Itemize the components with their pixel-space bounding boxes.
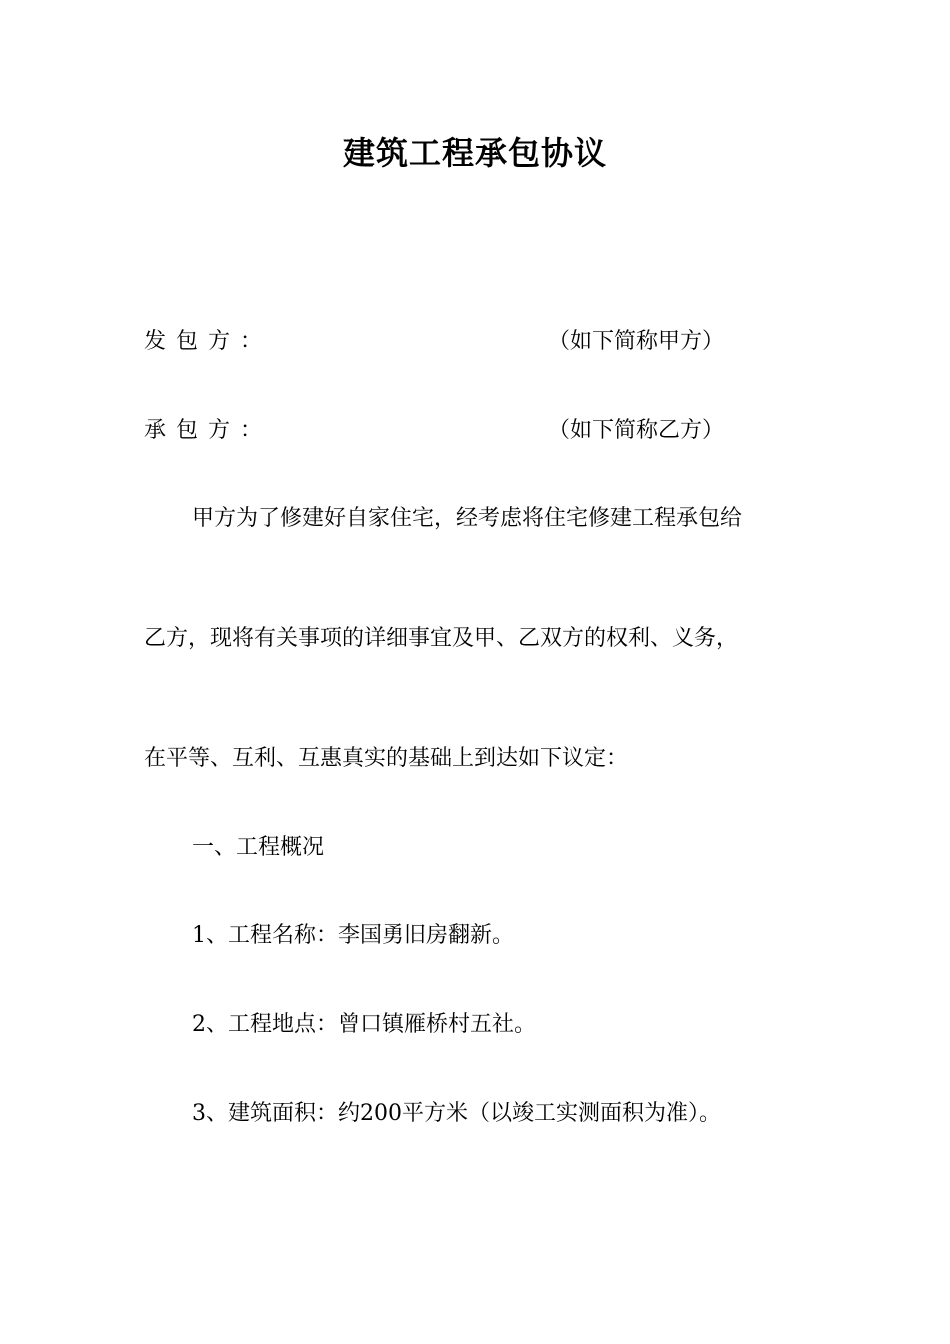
party-note-contractor: （如下简称乙方） [548, 418, 725, 443]
party-row-employer [144, 326, 784, 358]
section-heading: 一、工程概况 [192, 835, 325, 860]
party-note-employer: （如下简称甲方） [548, 329, 725, 354]
party-colon-contractor: ： [240, 418, 263, 443]
paragraph-line-2: 乙方，现将有关事项的详细事宜及甲、乙双方的权利、义务， [144, 626, 739, 651]
party-colon-employer: ： [240, 329, 263, 354]
party-label-employer: 发包方 [144, 329, 241, 354]
party-row-contractor [144, 415, 784, 447]
list-item-project-location: 2、工程地点：曾口镇雁桥村五社。 [192, 1012, 536, 1037]
list-item-project-name: 1、工程名称：李国勇旧房翻新。 [192, 923, 514, 948]
party-label-contractor: 承包方 [144, 418, 241, 443]
paragraph-line-1: 甲方为了修建好自家住宅，经考虑将住宅修建工程承包给 [192, 506, 743, 531]
paragraph-line-3: 在平等、互利、互惠真实的基础上到达如下议定： [144, 746, 629, 771]
document-title: 建筑工程承包协议 [342, 134, 607, 172]
list-item-building-area: 3、建筑面积：约200平方米（以竣工实测面积为准）。 [192, 1101, 721, 1126]
